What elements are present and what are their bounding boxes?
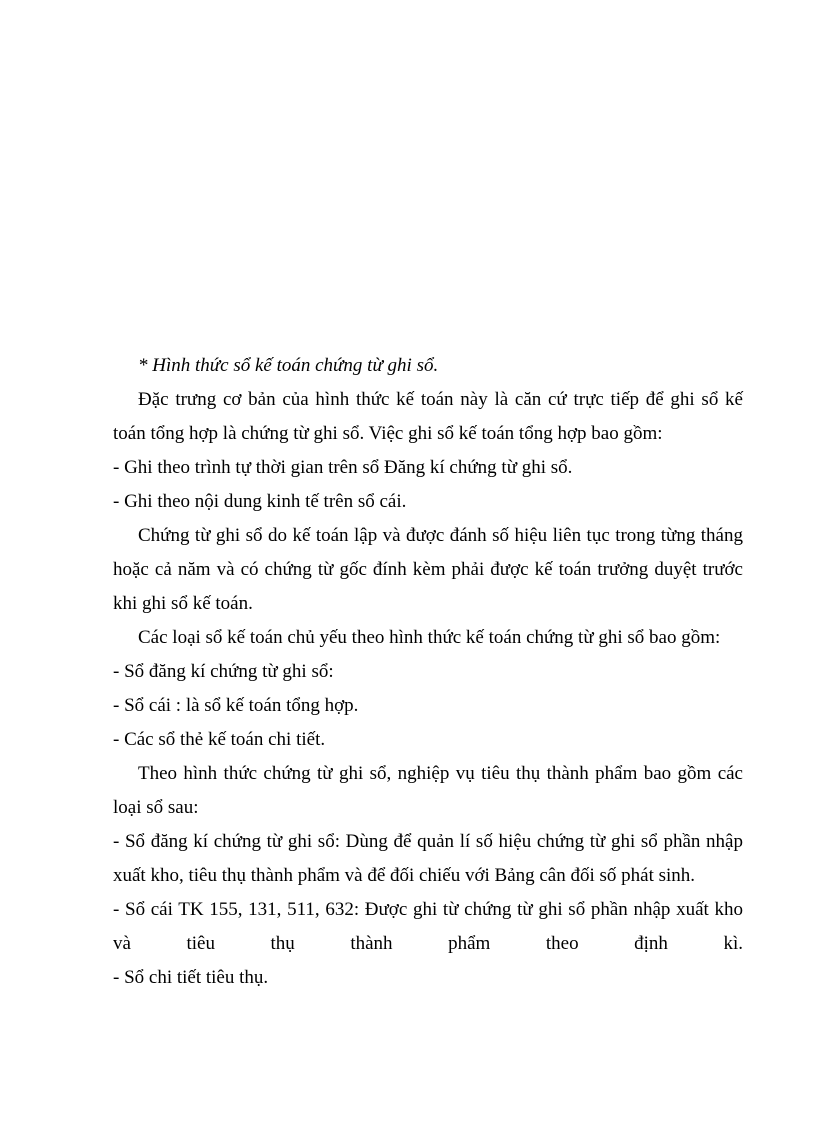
paragraph-voucher: Chứng từ ghi sổ do kế toán lập và được đánh số hiệu liên tục trong từng tháng hoặc cả năm và có chứng từ gốc đính kèm phải được kế toán trưởng duyệt trước khi ghi sổ kế toán. — [113, 525, 743, 614]
paragraph-book-types: Các loại sổ kế toán chủ yếu theo hình thức kế toán chứng từ ghi sổ bao gồm: — [138, 627, 721, 648]
list-item: - Các sổ thẻ kế toán chi tiết. — [113, 729, 326, 750]
section-heading: * Hình thức sổ kế toán chứng từ ghi sổ. — [138, 355, 439, 376]
list-item: - Sổ đăng kí chứng từ ghi sổ: Dùng để quản lí số hiệu chứng từ ghi sổ phần nhập xuất kho, tiêu thụ thành phẩm và để đối chiếu với Bảng cân đối số phát sinh. — [113, 831, 743, 886]
list-item: - Ghi theo trình tự thời gian trên sổ Đăng kí chứng từ ghi sổ. — [113, 457, 573, 478]
paragraph-characteristics: Đặc trưng cơ bản của hình thức kế toán này là căn cứ trực tiếp để ghi sổ kế toán tổng hợp là chứng từ ghi sổ. Việc ghi sổ kế toán tổng hợp bao gồm: — [113, 389, 743, 444]
list-item: - Sổ chi tiết tiêu thụ. — [113, 967, 269, 988]
list-item: - Sổ cái : là sổ kế toán tổng hợp. — [113, 695, 359, 716]
document-body — [113, 349, 743, 995]
list-item: - Sổ cái TK 155, 131, 511, 632: Được ghi từ chứng từ ghi sổ phần nhập xuất kho và tiêu thụ thành phẩm theo định kì. — [113, 899, 743, 954]
paragraph-sales-books: Theo hình thức chứng từ ghi sổ, nghiệp vụ tiêu thụ thành phẩm bao gồm các loại sổ sau: — [113, 763, 743, 818]
list-item: - Sổ đăng kí chứng từ ghi sổ: — [113, 661, 334, 682]
list-item: - Ghi theo nội dung kinh tế trên sổ cái. — [113, 491, 407, 512]
